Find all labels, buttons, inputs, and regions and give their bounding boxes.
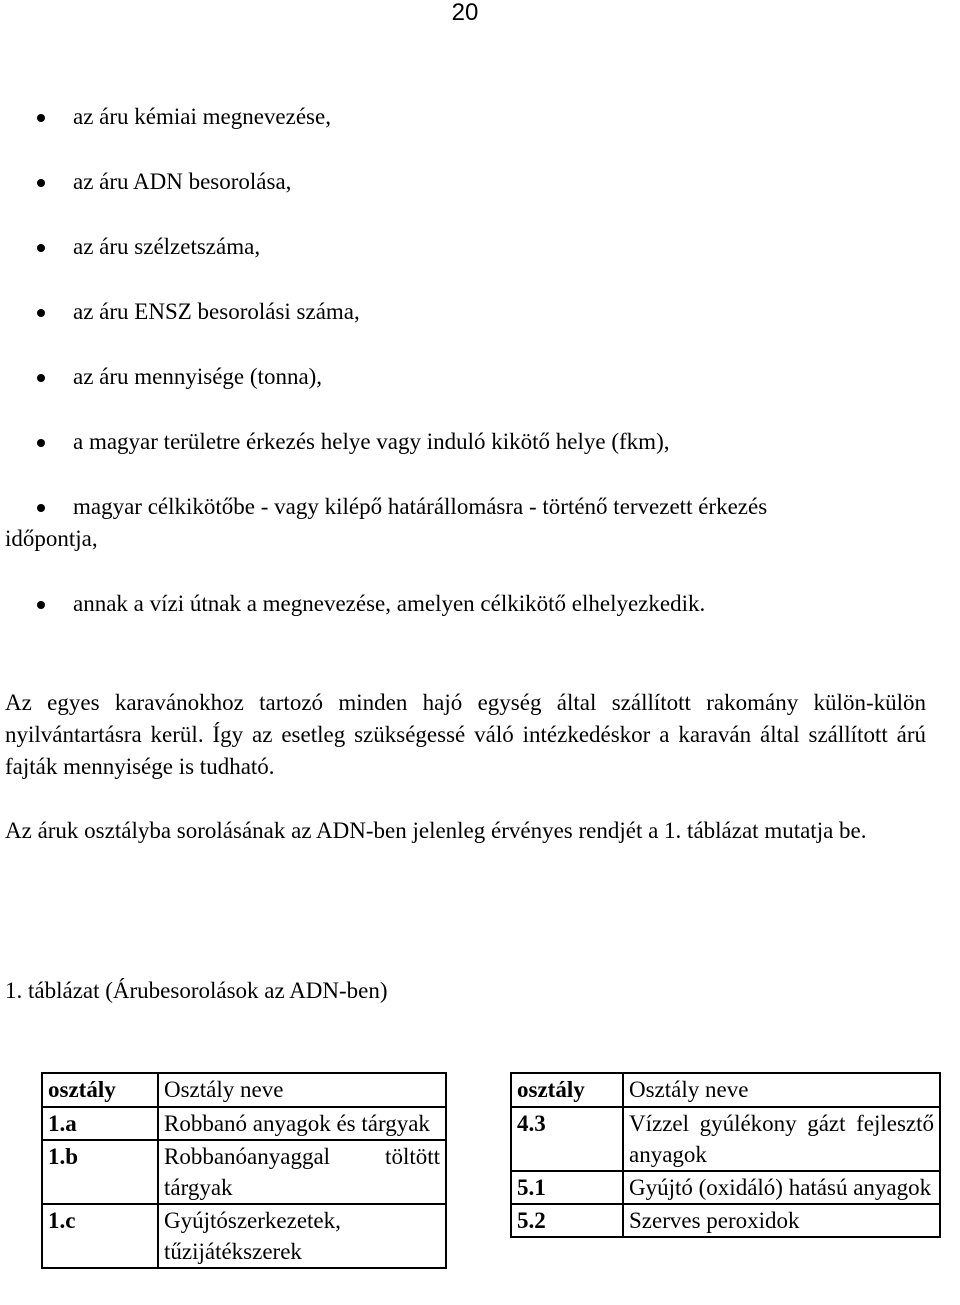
bullet-icon xyxy=(37,114,45,122)
adn-class-table-right xyxy=(510,1072,941,1238)
list-item: az áru szélzetszáma, xyxy=(0,231,930,263)
list-item: az áru ENSZ besorolási száma, xyxy=(0,296,930,328)
table-caption: 1. táblázat (Árubesorolások az ADN-ben) xyxy=(5,978,388,1003)
table-header-row xyxy=(42,1073,446,1107)
bullet-icon xyxy=(37,309,45,317)
class-code: 4.3 xyxy=(511,1107,623,1171)
class-code: 1.b xyxy=(42,1140,158,1204)
column-header-class-name: Osztály neve xyxy=(158,1073,446,1107)
list-item: az áru ADN besorolása, xyxy=(0,166,930,198)
class-code: 5.1 xyxy=(511,1171,623,1204)
list-item: magyar célkikötőbe - vagy kilépő határállomásra - történő tervezett érkezés időpontja, xyxy=(5,494,768,551)
adn-class-table-left xyxy=(41,1072,447,1269)
class-name: Robbanóanyaggal töltött tárgyak xyxy=(158,1140,446,1204)
paragraph-table-intro: Az áruk osztályba sorolásának az ADN-ben jelenleg érvényes rendjét a 1. táblázat mutatja be. xyxy=(5,818,867,843)
column-header-class-name: Osztály neve xyxy=(623,1073,940,1107)
table-header-row xyxy=(511,1073,940,1107)
class-name: Szerves peroxidok xyxy=(623,1204,940,1237)
class-name: Gyújtószerkezetek, tűzijátékszerek xyxy=(158,1204,446,1268)
bullet-icon xyxy=(37,504,45,512)
class-code: 5.2 xyxy=(511,1204,623,1237)
class-code: 1.a xyxy=(42,1107,158,1140)
bullet-icon xyxy=(37,179,45,187)
bullet-icon xyxy=(37,244,45,252)
paragraph-caravan-registry: Az egyes karavánokhoz tartozó minden hajó egység által szállított rakomány külön-külön nyilvántartásra kerül. Így az esetleg szükségessé váló intézkedéskor a karaván által szállított árú fajták mennyisége is tudható. xyxy=(5,690,926,779)
list-item: annak a vízi útnak a megnevezése, amelyen célkikötő elhelyezkedik. xyxy=(0,588,930,620)
bullet-icon xyxy=(37,374,45,382)
table-row xyxy=(42,1204,446,1268)
class-name: Robbanó anyagok és tárgyak xyxy=(158,1107,446,1140)
class-code: 1.c xyxy=(42,1204,158,1268)
column-header-class: osztály xyxy=(511,1073,623,1107)
table-row xyxy=(42,1107,446,1140)
table-row xyxy=(511,1171,940,1204)
bullet-icon xyxy=(37,601,45,609)
table-row xyxy=(511,1204,940,1237)
class-name: Vízzel gyúlékony gázt fejlesztő anyagok xyxy=(623,1107,940,1171)
class-name: Gyújtó (oxidáló) hatású anyagok xyxy=(623,1171,940,1204)
list-item: az áru kémiai megnevezése, xyxy=(0,101,930,133)
page-number: 20 xyxy=(451,0,479,26)
bullet-icon xyxy=(37,439,45,447)
table-row xyxy=(511,1107,940,1171)
list-item: a magyar területre érkezés helye vagy induló kikötő helye (fkm), xyxy=(0,426,930,458)
column-header-class: osztály xyxy=(42,1073,158,1107)
table-row xyxy=(42,1140,446,1204)
list-item: az áru mennyisége (tonna), xyxy=(0,361,930,393)
